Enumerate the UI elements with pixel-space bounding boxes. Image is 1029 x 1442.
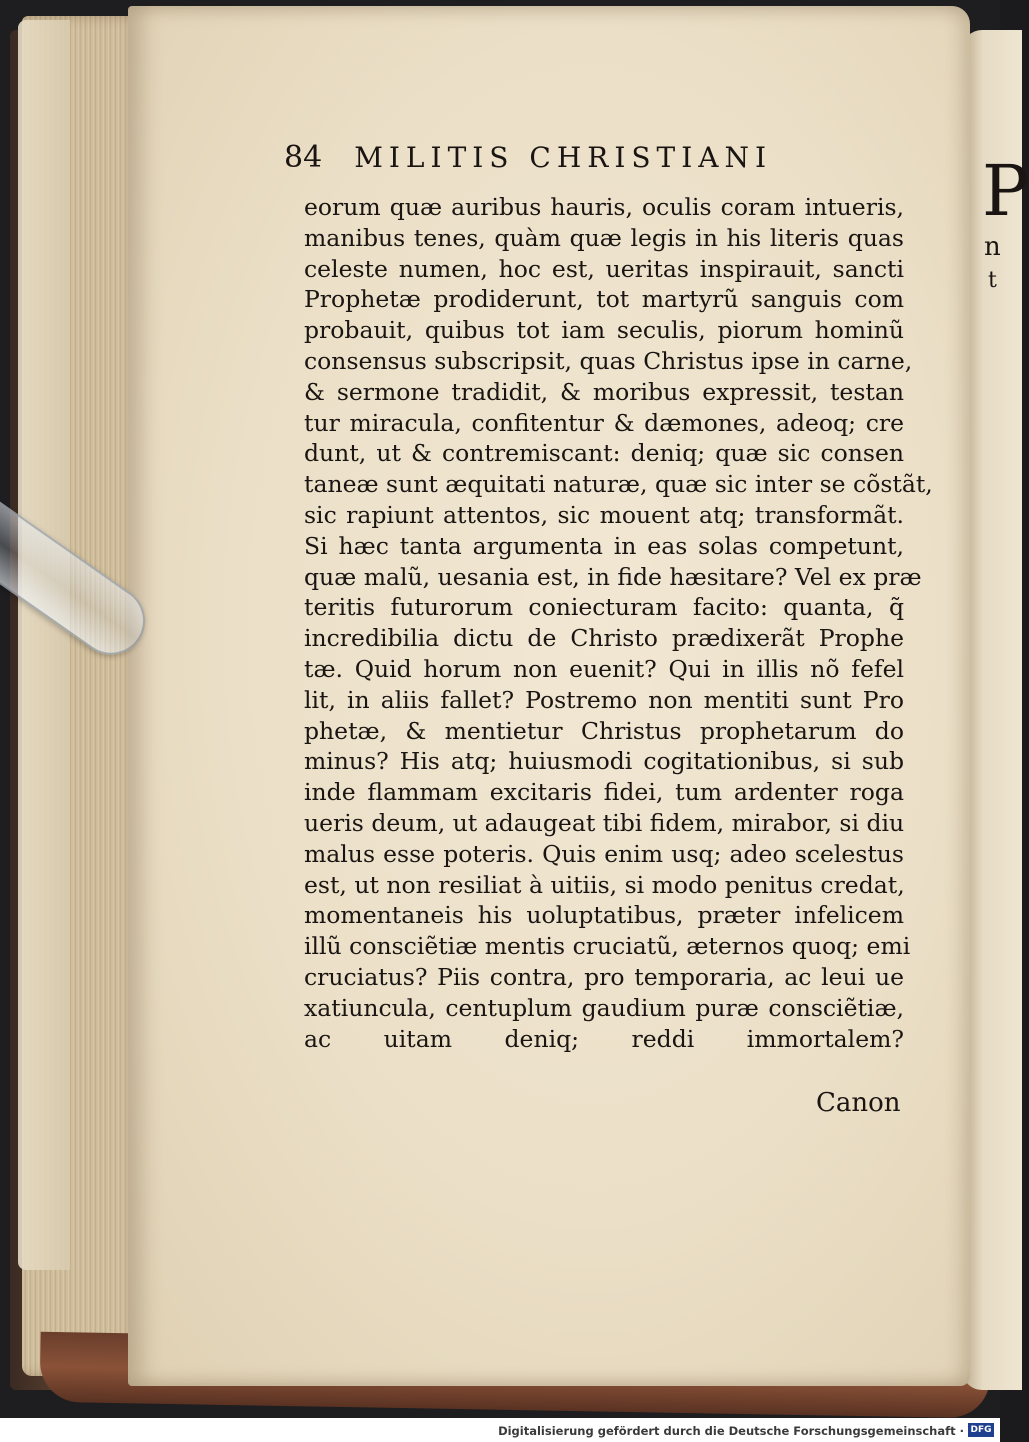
catchword: Canon <box>816 1088 901 1118</box>
text-line: eorum quæ auribus hauris, oculis coram intueris, <box>304 193 904 221</box>
text-line: taneæ sunt æquitati naturæ, quæ sic inter se cõstãt, <box>304 470 933 499</box>
text-line: xatiuncula, centuplum gaudium puræ consciẽtiæ, <box>304 993 904 1022</box>
dfg-logo: DFG <box>968 1423 994 1437</box>
text-line: ac uitam deniq; reddi immortalem? <box>304 1024 904 1053</box>
text-line: teritis futurorum coniecturam facito: quanta, q̃ <box>304 593 904 622</box>
text-line: consensus subscripsit, quas Christus ipse in carne, <box>304 346 913 375</box>
text-line: tæ. Quid horum non euenit? Qui in illis nõ fefel <box>304 654 904 683</box>
text-line: tur miracula, confitentur & dæmones, adeoq; cre <box>304 408 904 437</box>
header-title: MILITIS CHRISTIANI <box>354 141 773 174</box>
text-line: inde flammam excitaris fidei, tum ardenter roga <box>304 778 904 807</box>
text-line: manibus tenes, quàm quæ legis in his literis quas <box>304 223 904 252</box>
text-line: celeste numen, hoc est, ueritas inspirauit, sancti <box>304 254 904 283</box>
text-line: dunt, ut & contremiscant: deniq; quæ sic consen <box>304 439 904 468</box>
facing-page-glyph-3: t <box>988 268 997 293</box>
text-line: minus? His atq; huiusmodi cogitationibus, si sub <box>304 747 904 776</box>
text-line: lit, in aliis fallet? Postremo non mentiti sunt Pro <box>304 685 904 714</box>
text-line: sic rapiunt attentos, sic mouent atq; transformãt. <box>304 500 904 529</box>
text-line: probauit, quibus tot iam seculis, piorum hominũ <box>304 316 904 345</box>
text-line: malus esse poteris. Quis enim usq; adeo scelestus <box>304 839 904 868</box>
text-line: cruciatus? Piis contra, pro temporaria, ac leui ue <box>304 962 904 991</box>
text-line: incredibilia dictu de Christo prædixerãt Prophe <box>304 624 904 653</box>
facing-page-glyph-2: n <box>984 232 1001 262</box>
footer-credit: Digitalisierung gefördert durch die Deutsche Forschungsgemeinschaft · <box>498 1424 964 1438</box>
text-line: quæ malũ, uesania est, in fide hæsitare? Vel ex præ <box>304 562 922 591</box>
loose-leaf <box>18 20 70 1270</box>
page-number: 84 <box>284 140 323 175</box>
text-line: phetæ, & mentietur Christus prophetarum do <box>304 716 904 745</box>
running-head <box>284 140 864 186</box>
text-line: ueris deum, ut adaugeat tibi fidem, mirabor, si diu <box>304 808 905 837</box>
text-line: momentaneis his uoluptatibus, præter infelicem <box>304 901 904 930</box>
text-line: Si hæc tanta argumenta in eas solas competunt, <box>304 531 904 560</box>
text-line: est, ut non resiliat à uitiis, si modo penitus credat, <box>304 870 905 899</box>
text-line: illũ consciẽtiæ mentis cruciatũ, æternos quoq; emi <box>304 932 911 961</box>
facing-page-glyph-1: P <box>982 150 1029 232</box>
text-line: & sermone tradidit, & moribus expressit, testan <box>304 377 904 406</box>
text-line: Prophetæ prodiderunt, tot martyrũ sanguis com <box>304 285 904 314</box>
body-text <box>304 192 933 1054</box>
